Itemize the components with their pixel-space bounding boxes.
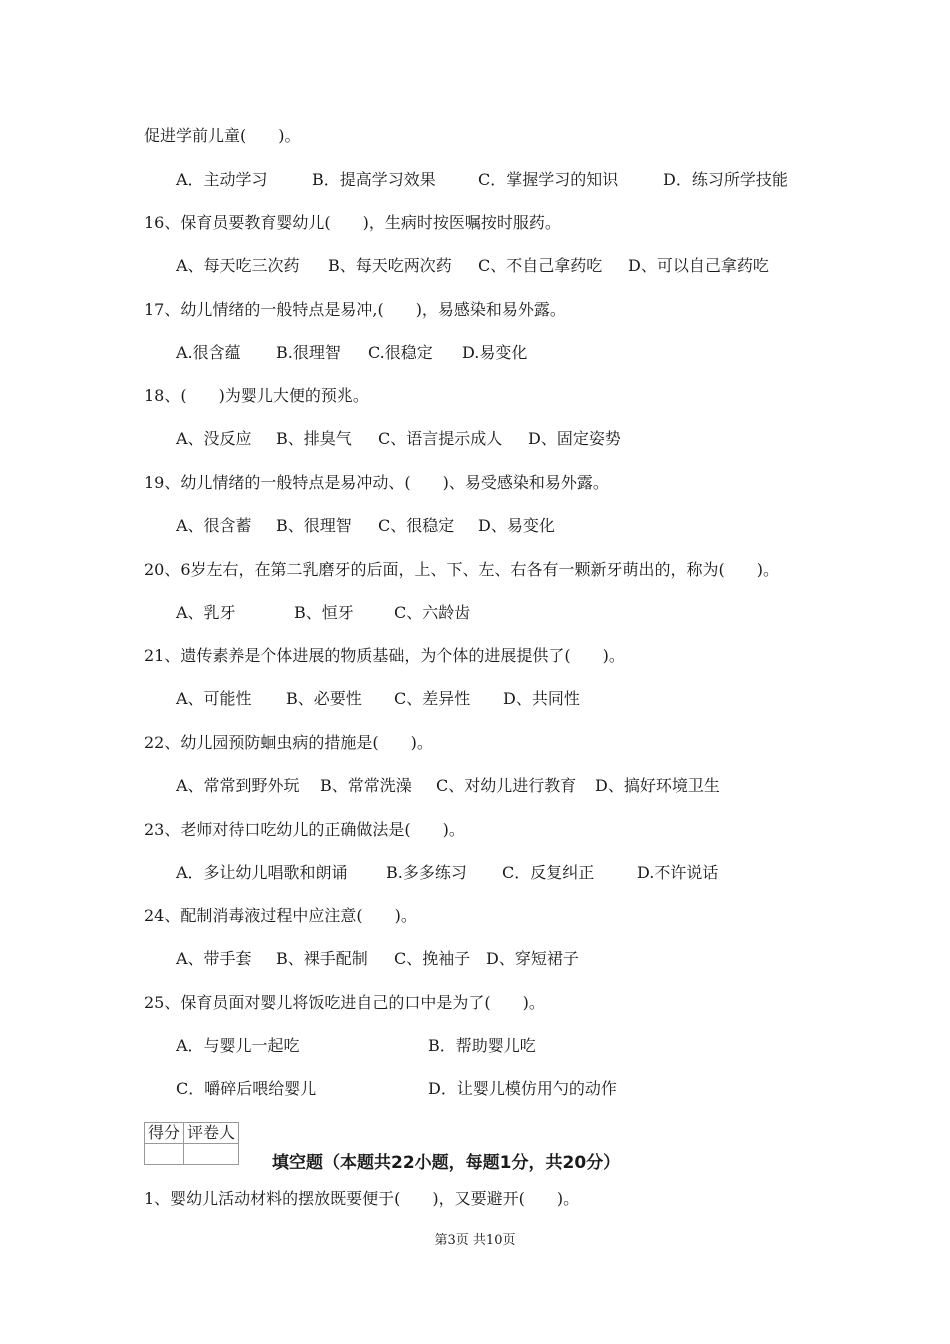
q21-option-c: C、差异性 <box>394 689 471 708</box>
q23-option-a: A．多让幼儿唱歌和朗诵 <box>176 863 348 882</box>
score-table <box>144 1122 239 1165</box>
q15-option-a: A．主动学习 <box>176 170 268 189</box>
question-15-stem-tail: 促进学前儿童( )。 <box>144 126 301 145</box>
q17-option-d: D.易变化 <box>462 343 528 362</box>
q18-option-b: B、排臭气 <box>276 429 352 448</box>
q15-option-b: B．提高学习效果 <box>312 170 436 189</box>
question-20-stem: 20、6岁左右，在第二乳磨牙的后面，上、下、左、右各有一颗新牙萌出的，称为( )。 <box>144 560 780 579</box>
q17-option-c: C.很稳定 <box>368 343 433 362</box>
score-cell <box>145 1144 184 1165</box>
q20-option-b: B、恒牙 <box>294 603 354 622</box>
q19-option-c: C、很稳定 <box>378 516 455 535</box>
q17-option-a: A.很含蕴 <box>176 343 241 362</box>
question-25-stem: 25、保育员面对婴儿将饭吃进自己的口中是为了( )。 <box>144 993 545 1012</box>
q17-option-b: B.很理智 <box>276 343 341 362</box>
q23-option-c: C．反复纠正 <box>502 863 595 882</box>
q24-option-c: C、挽袖子 <box>394 949 471 968</box>
q15-option-d: D．练习所学技能 <box>663 170 788 189</box>
question-16-stem: 16、保育员要教育婴幼儿( )，生病时按医嘱按时服药。 <box>144 213 561 232</box>
q25-option-c: C．嚼碎后喂给婴儿 <box>176 1079 317 1098</box>
q23-option-d: D.不许说话 <box>637 863 719 882</box>
fill-question-1: 1、婴幼儿活动材料的摆放既要便于( )，又要避开( )。 <box>144 1189 580 1208</box>
q16-option-c: C、不自己拿药吃 <box>478 256 603 275</box>
question-22-stem: 22、幼儿园预防蛔虫病的措施是( )。 <box>144 733 433 752</box>
question-17-stem: 17、幼儿情绪的一般特点是易冲,( )，易感染和易外露。 <box>144 300 566 319</box>
q22-option-d: D、搞好环境卫生 <box>595 776 720 795</box>
q18-option-d: D、固定姿势 <box>528 429 621 448</box>
q16-option-d: D、可以自己拿药吃 <box>628 256 769 275</box>
q22-option-c: C、对幼儿进行教育 <box>436 776 577 795</box>
q25-option-b: B．帮助婴儿吃 <box>428 1036 536 1055</box>
q25-option-d: D．让婴儿模仿用勺的动作 <box>428 1079 617 1098</box>
q25-option-a: A．与婴儿一起吃 <box>176 1036 300 1055</box>
q24-option-a: A、带手套 <box>176 949 252 968</box>
q15-option-c: C．掌握学习的知识 <box>478 170 619 189</box>
q16-option-b: B、每天吃两次药 <box>328 256 452 275</box>
q22-option-b: B、常常洗澡 <box>320 776 412 795</box>
q21-option-d: D、共同性 <box>503 689 580 708</box>
q24-option-b: B、裸手配制 <box>276 949 368 968</box>
q22-option-a: A、常常到野外玩 <box>176 776 300 795</box>
q20-option-a: A、乳牙 <box>176 603 236 622</box>
question-21-stem: 21、遗传素养是个体进展的物质基础，为个体的进展提供了( )。 <box>144 646 625 665</box>
q20-option-c: C、六龄齿 <box>394 603 471 622</box>
q21-option-b: B、必要性 <box>286 689 362 708</box>
question-18-stem: 18、( )为婴儿大便的预兆。 <box>144 386 369 405</box>
q19-option-a: A、很含蓄 <box>176 516 252 535</box>
q18-option-a: A、没反应 <box>176 429 252 448</box>
score-header: 得分 <box>145 1123 184 1144</box>
page-footer: 第3页 共10页 <box>434 1233 516 1248</box>
section-title: 填空题（本题共22小题，每题1分，共20分） <box>272 1153 621 1173</box>
q19-option-d: D、易变化 <box>478 516 555 535</box>
q21-option-a: A、可能性 <box>176 689 252 708</box>
q19-option-b: B、很理智 <box>276 516 352 535</box>
question-19-stem: 19、幼儿情绪的一般特点是易冲动、( )、易受感染和易外露。 <box>144 473 609 492</box>
q18-option-c: C、语言提示成人 <box>378 429 503 448</box>
question-24-stem: 24、配制消毒液过程中应注意( )。 <box>144 906 417 925</box>
q23-option-b: B.多多练习 <box>386 863 467 882</box>
grader-cell <box>184 1144 239 1165</box>
q24-option-d: D、穿短裙子 <box>486 949 579 968</box>
question-23-stem: 23、老师对待口吃幼儿的正确做法是( )。 <box>144 820 465 839</box>
q16-option-a: A、每天吃三次药 <box>176 256 300 275</box>
grader-header: 评卷人 <box>184 1123 239 1144</box>
